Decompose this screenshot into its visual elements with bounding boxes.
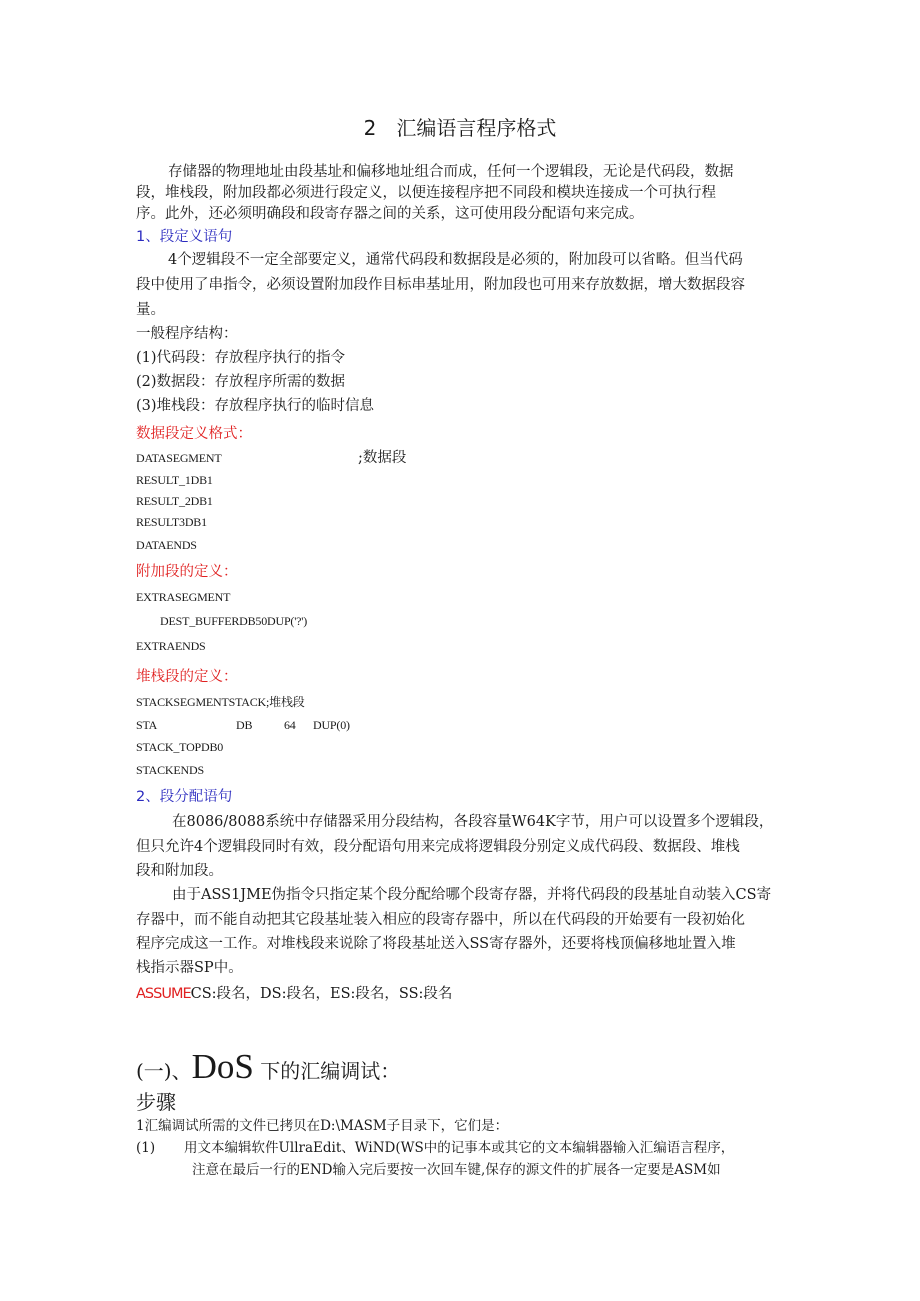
code-line: DATASEGMENT [136, 451, 222, 465]
section2-para2-line-1: 由于ASS1JME伪指令只指定某个段分配给哪个段寄存器，并将代码段的段基址自动装入CS寄 [172, 887, 772, 903]
stack-segment-heading: 堆栈段的定义： [136, 669, 238, 685]
extra-segment-heading: 附加段的定义： [136, 564, 238, 580]
section2-para1-line-3: 段和附加段。 [136, 863, 223, 879]
code-line: RESULT3DB1 [136, 515, 207, 529]
structure-item-2: (2)数据段：存放程序所需的数据 [136, 374, 346, 390]
intro-line-2: 段，堆栈段，附加段都必须进行段定义，以便连接程序把不同段和模块连接成一个可执行程 [136, 185, 716, 201]
structure-item-3: (3)堆栈段：存放程序执行的临时信息 [136, 398, 375, 414]
code-token: DUP(0) [313, 718, 350, 732]
intro-line-3: 序。此外，还必须明确段和段寄存器之间的关系，这可使用段分配语句来完成。 [136, 206, 644, 222]
section1-heading: 1、段定义语句 [136, 229, 233, 245]
assume-operands: CS:段名，DS:段名，ES:段名，SS:段名 [190, 986, 453, 1002]
code-line: RESULT_2DB1 [136, 494, 213, 508]
title-text: 汇编语言程序格式 [396, 116, 557, 140]
section2-heading: 2、段分配语句 [136, 789, 233, 805]
section2-para2-line-2: 存器中，而不能自动把其它段基址装入相应的段寄存器中，所以在代码段的开始要有一段初始化 [136, 912, 745, 928]
code-token: 64 [284, 718, 296, 732]
dos-item-number: (1) [136, 1140, 156, 1156]
section1-para-line-1: 4个逻辑段不一定全部要定义，通常代码段和数据段是必须的，附加段可以省略。但当代码 [168, 252, 743, 268]
dos-prefix: (一)、 [136, 1059, 192, 1083]
section2-para1-line-1: 在8086/8088系统中存储器采用分段结构，各段容量W64K字节，用户可以设置多个逻辑段， [172, 814, 774, 830]
code-line: STACKENDS [136, 763, 204, 777]
section1-para-line-3: 量。 [136, 302, 165, 318]
code-line: EXTRASEGMENT [136, 590, 231, 604]
code-comment: ;数据段 [358, 450, 407, 466]
dos-item-text: 用文本编辑软件UllraEdit、WiND(WS中的记事本或其它的文本编辑器输入汇编语言程序， [184, 1140, 735, 1156]
dos-big: DoS [191, 1047, 254, 1086]
code-line: STACK_TOPDB0 [136, 740, 224, 754]
section2-para1-line-2: 但只允许4个逻辑段同时有效，段分配语句用来完成将逻辑段分别定义成代码段、数据段、堆栈 [136, 839, 740, 855]
data-segment-heading: 数据段定义格式： [136, 426, 252, 442]
page-title [0, 112, 920, 141]
code-line: RESULT_1DB1 [136, 473, 213, 487]
structure-item-1: (1)代码段：存放程序执行的指令 [136, 350, 346, 366]
code-line: DEST_BUFFERDB50DUP('?') [160, 614, 308, 628]
code-line: EXTRAENDS [136, 639, 206, 653]
section2-para2-line-4: 栈指示器SP中。 [136, 960, 243, 976]
dos-heading [136, 1046, 400, 1092]
dos-item-continuation: 注意在最后一行的END输入完后要按一次回车键,保存的源文件的扩展各一定要是ASM如 [192, 1162, 721, 1178]
dos-line-1: 1汇编调试所需的文件已拷贝在D:\MASM子目录下，它们是： [136, 1118, 509, 1134]
code-line: STACKSEGMENTSTACK;堆栈段 [136, 695, 305, 709]
title-number: 2 [363, 116, 377, 140]
code-line: STA [136, 718, 158, 732]
intro-line-1: 存储器的物理地址由段基址和偏移地址组合而成，任何一个逻辑段，无论是代码段，数据 [168, 164, 734, 180]
assume-line [136, 984, 452, 1004]
structure-title: 一般程序结构： [136, 326, 238, 342]
assume-keyword: ASSUME [136, 986, 191, 1002]
section2-para2-line-3: 程序完成这一工作。对堆栈段来说除了将段基址送入SS寄存器外，还要将栈顶偏移地址置入堆 [136, 936, 736, 952]
section1-para-line-2: 段中使用了串指令，必须设置附加段作目标串基址用，附加段也可用来存放数据，增大数据段容 [136, 277, 745, 293]
dos-suffix: 下的汇编调试： [260, 1059, 401, 1083]
code-token: DB [236, 718, 253, 732]
steps-heading: 步骤 [136, 1090, 176, 1114]
code-line: DATAENDS [136, 538, 197, 552]
